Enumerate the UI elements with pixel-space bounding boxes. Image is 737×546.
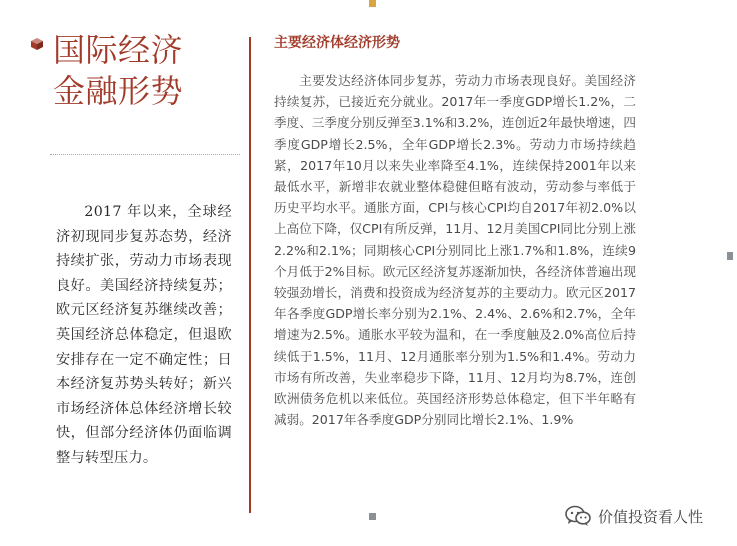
dotted-divider	[50, 154, 240, 155]
wechat-icon	[565, 505, 591, 527]
cube-bullet-icon	[31, 38, 43, 50]
section-title-line-2: 金融形势	[53, 72, 184, 110]
summary-paragraph: 2017 年以来，全球经济初现同步复苏态势，经济持续扩张，劳动力市场表现良好。美国经济持续复苏；欧元区经济复苏继续改善；英国经济总体稳定，但退欧安排存在一定不确定性；日本经济复苏势头转好；新兴市场经济体总体经济增长较快，但部分经济体仍面临调整与转型压力。	[56, 204, 232, 466]
article-body: 主要发达经济体同步复苏，劳动力市场表现良好。美国经济持续复苏，已接近充分就业。2017年一季度GDP增长1.2%，二季度、三季度分别反弹至3.1%和3.2%，连创近2年最快增速，四季度GDP增长2.5%，全年GDP增长2.3%。劳动力市场持续趋紧，2017年10月以来失业率降至4.1%，连续保持2001年以来最低水平，新增非农就业整体稳健但略有波动，劳动参与率低于历史平均水平。通胀方面，CPI与核心CPI均自2017年初2.0%以上高位下降，仅CPI有所反弹，11月、12月美国CPI同比分别上涨2.2%和2.1%；同期核心CPI分别同比上涨1.7%和1.8%，连续9个月低于2%目标。欧元区经济复苏逐渐加快，各经济体普遍出现较强劲增长，消费和投资成为经济复苏的主要动力。欧元区2017年各季度GDP增长率分别为2.1%、2.4%、2.6%和2.7%，全年增速为2.5%。通胀水平较为温和，在一季度触及2.0%高位后持续低于1.5%，11月、12月通胀率分别为1.5%和1.4%。劳动力市场有所改善，失业率稳步下降，11月、12月均为8.7%，连创欧洲债务危机以来低位。英国经济形势总体稳定，但下半年略有减弱。2017年各季度GDP分别同比增长2.1%、1.9%	[274, 73, 636, 428]
watermark-text: 价值投资看人性	[598, 507, 704, 526]
selection-handle-top[interactable]	[369, 0, 376, 7]
selection-handle-right[interactable]	[727, 252, 733, 260]
column-divider	[249, 37, 251, 513]
watermark	[565, 504, 703, 528]
article-heading: 主要经济体经济形势	[274, 35, 400, 51]
section-title-line-1: 国际经济	[53, 31, 184, 69]
section-title	[53, 30, 223, 112]
selection-handle-bottom[interactable]	[369, 513, 376, 520]
